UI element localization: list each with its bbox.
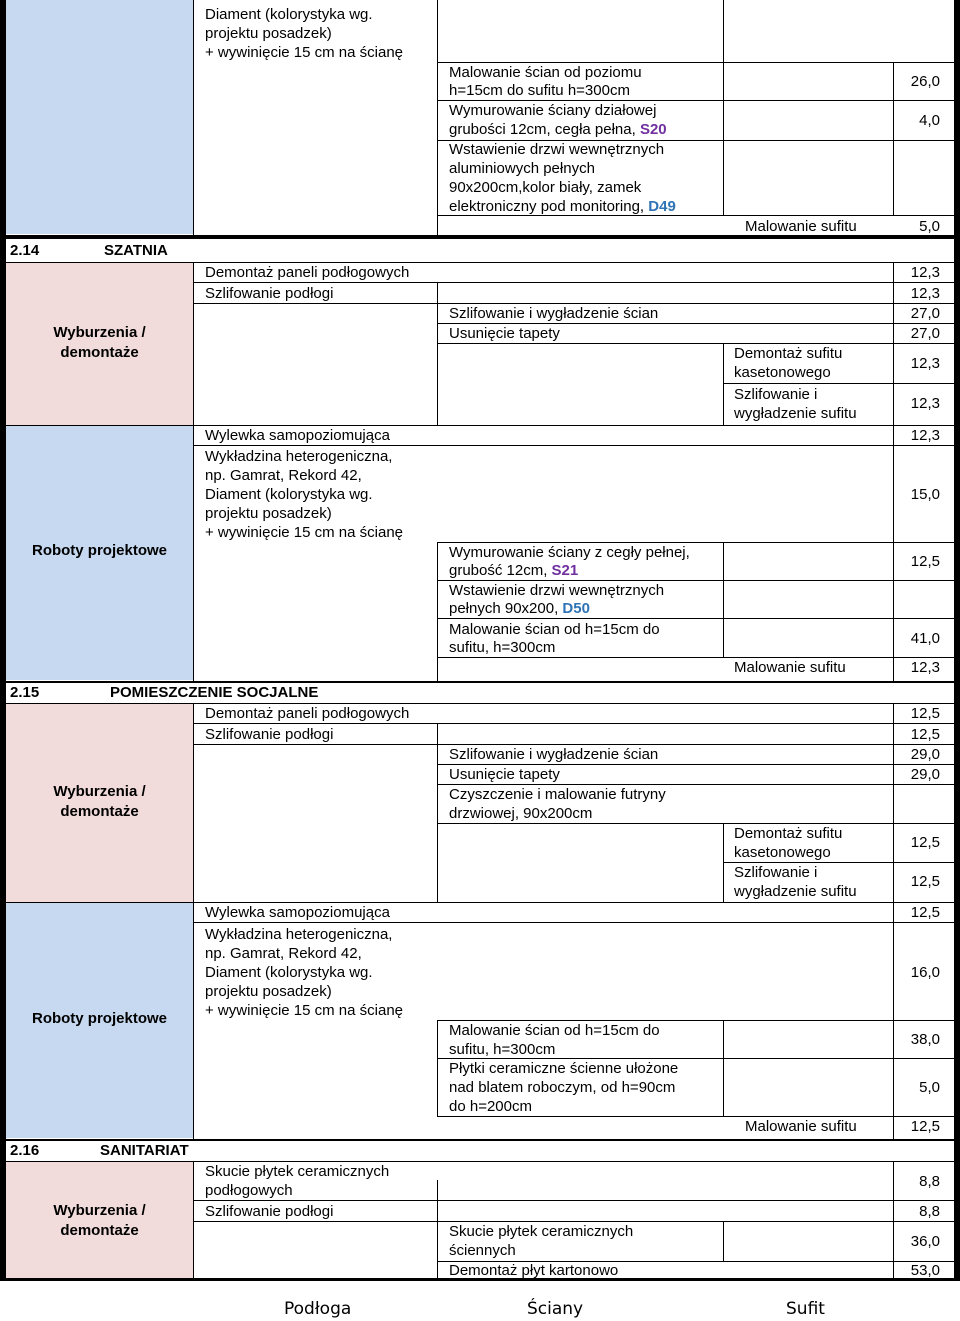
column-line: [437, 1020, 438, 1116]
wall-item-text: sufitu, h=300cm: [449, 1041, 556, 1058]
wall-item-text: Malowanie ścian od poziomu: [449, 64, 642, 81]
floor-item-text: Diament (kolorystyka wg.: [205, 6, 373, 23]
wall-item-text: pełnych 90x200, D50: [449, 600, 590, 617]
column-line: [437, 0, 438, 235]
category-label: demontaże: [60, 1222, 139, 1239]
wall-item-text: Usunięcie tapety: [449, 325, 560, 342]
ceiling-item-text: Malowanie sufitu: [745, 1118, 857, 1135]
column-line: [723, 542, 724, 657]
floor-item-text: Wylewka samopoziomująca: [205, 427, 390, 444]
category-cell-bg: [6, 0, 193, 234]
ceiling-item-text: wygładzenie sufitu: [734, 405, 857, 422]
column-line: [437, 723, 438, 903]
floor-area-value: 15,0: [910, 486, 940, 503]
floor-item-text: podłogowych: [205, 1182, 293, 1199]
category-label: demontaże: [60, 344, 139, 361]
floor-item-text: + wywinięcie 15 cm na ścianę: [205, 524, 404, 541]
wall-area-value: 12,5: [910, 553, 940, 570]
wall-item-text: nad blatem roboczym, od h=90cm: [449, 1079, 676, 1096]
door-code: D50: [562, 600, 590, 617]
wall-area-value: 38,0: [910, 1031, 940, 1048]
floor-item-text: Demontaż paneli podłogowych: [205, 264, 410, 281]
wall-item-text: Wymurowanie ściany działowej: [449, 102, 657, 119]
row-line: [6, 1161, 954, 1162]
room-title: POMIESZCZENIE SOCJALNE: [110, 684, 319, 701]
wall-area-value: 27,0: [910, 305, 940, 322]
row-line: [6, 262, 954, 263]
room-number: 2.15: [10, 684, 40, 701]
wall-item-text: Malowanie ścian od h=15cm do: [449, 621, 660, 638]
row-line: [193, 1200, 954, 1201]
row-line: [437, 823, 954, 824]
column-line: [193, 703, 194, 1139]
floor-item-text: Szlifowanie podłogi: [205, 726, 334, 743]
ceiling-area-value: 12,3: [910, 395, 940, 412]
ceiling-area-value: 12,5: [910, 1118, 940, 1135]
ceiling-item-text: Szlifowanie i: [734, 864, 818, 881]
floor-area-value: 12,5: [910, 904, 940, 921]
wall-code: S21: [551, 562, 579, 579]
floor-area-value: 12,5: [910, 726, 940, 743]
column-line: [723, 1221, 724, 1261]
floor-item-text: projektu posadzek): [205, 983, 332, 1000]
wall-area-value: 36,0: [910, 1233, 940, 1250]
wall-area-value: 53,0: [910, 1262, 940, 1279]
ceiling-item-text: Szlifowanie i: [734, 386, 818, 403]
floor-item-text: projektu posadzek): [205, 505, 332, 522]
wall-item-text: Płytki ceramiczne ścienne ułożone: [449, 1060, 679, 1077]
floor-area-value: 12,3: [910, 264, 940, 281]
category-label: Wyburzenia /: [53, 324, 146, 341]
floor-item-text: Wykładzina heterogeniczna,: [205, 448, 393, 465]
wall-area-value: 27,0: [910, 325, 940, 342]
ceiling-item-text: Demontaż sufitu: [734, 825, 843, 842]
wall-area-value: 4,0: [919, 112, 940, 129]
wall-item-text: Wstawienie drzwi wewnętrznych: [449, 141, 665, 158]
floor-item-text: np. Gamrat, Rekord 42,: [205, 945, 362, 962]
wall-area-value: 41,0: [910, 630, 940, 647]
wall-code: S20: [639, 121, 667, 138]
wall-item-text: Malowanie ścian od h=15cm do: [449, 1022, 660, 1039]
wall-item-text: Skucie płytek ceramicznych: [449, 1223, 634, 1240]
wall-item-text: do h=200cm: [449, 1098, 532, 1115]
floor-item-text: Demontaż paneli podłogowych: [205, 705, 410, 722]
category-label: Wyburzenia /: [53, 783, 146, 800]
row-line: [6, 425, 954, 426]
floor-area-value: 12,5: [910, 705, 940, 722]
row-line: [437, 343, 954, 344]
ceiling-item-text: Malowanie sufitu: [734, 659, 846, 676]
wall-item-text: 90x200cm,kolor biały, zamek: [449, 179, 642, 196]
floor-area-value: 12,3: [910, 285, 940, 302]
floor-item-text: Szlifowanie podłogi: [205, 1203, 334, 1220]
table-border-right: [954, 0, 960, 1281]
category-label: Wyburzenia /: [53, 1202, 146, 1219]
room-number: 2.16: [10, 1142, 40, 1159]
floor-item-text: Skucie płytek ceramicznych: [205, 1163, 390, 1180]
row-line: [193, 445, 954, 446]
ceiling-item-text: Malowanie sufitu: [745, 218, 857, 235]
floor-item-text: Wykładzina heterogeniczna,: [205, 926, 393, 943]
row-line: [193, 723, 954, 724]
footer-label-walls: Ściany: [527, 1299, 584, 1319]
ceiling-item-text: kasetonowego: [734, 364, 831, 381]
floor-item-text: projektu posadzek): [205, 25, 332, 42]
wall-item-text: Wstawienie drzwi wewnętrznych: [449, 582, 665, 599]
wall-item-text: ściennych: [449, 1242, 516, 1259]
door-code: D49: [648, 198, 676, 215]
floor-area-value: 16,0: [910, 964, 940, 981]
floor-item-text: Diament (kolorystyka wg.: [205, 964, 373, 981]
wall-item-text: sufitu, h=300cm: [449, 639, 556, 656]
column-line: [437, 1180, 438, 1279]
column-line: [193, 1161, 194, 1279]
wall-item-text: Szlifowanie i wygładzenie ścian: [449, 305, 659, 322]
wall-item-text: aluminiowych pełnych: [449, 160, 595, 177]
column-line: [437, 542, 438, 681]
table-border-left: [0, 0, 6, 1281]
row-line: [6, 902, 954, 903]
wall-area-value: 29,0: [910, 746, 940, 763]
room-title: SANITARIAT: [100, 1142, 189, 1159]
wall-item-text: drzwiowej, 90x200cm: [449, 805, 593, 822]
room-number: 2.14: [10, 242, 40, 259]
ceiling-item-text: kasetonowego: [734, 844, 831, 861]
wall-item-text: Czyszczenie i malowanie futryny: [449, 786, 666, 803]
wall-item-text: Wymurowanie ściany z cegły pełnej,: [449, 544, 690, 561]
ceiling-area-value: 12,5: [910, 834, 940, 851]
row-line: [437, 618, 954, 619]
wall-item-text: Usunięcie tapety: [449, 766, 560, 783]
ceiling-area-value: 12,5: [910, 873, 940, 890]
column-line: [723, 343, 724, 426]
floor-area-value: 8,8: [919, 1203, 940, 1220]
floor-item-text: Wylewka samopoziomująca: [205, 904, 390, 921]
floor-item-text: + wywinięcie 15 cm na ścianę: [205, 1002, 404, 1019]
wall-item-text: Szlifowanie i wygładzenie ścian: [449, 746, 659, 763]
column-line: [723, 0, 724, 215]
column-line: [723, 823, 724, 903]
row-line: [193, 282, 954, 283]
floor-item-text: np. Gamrat, Rekord 42,: [205, 467, 362, 484]
floor-item-text: Szlifowanie podłogi: [205, 285, 334, 302]
ceiling-item-text: Demontaż sufitu: [734, 345, 843, 362]
column-line: [723, 1020, 724, 1116]
ceiling-area-value: 12,3: [910, 659, 940, 676]
row-line: [723, 383, 954, 384]
room-title: SZATNIA: [104, 242, 168, 259]
footer-label-floor: Podłoga: [284, 1299, 352, 1319]
wall-item-text: h=15cm do sufitu h=300cm: [449, 82, 630, 99]
floor-item-text: + wywinięcie 15 cm na ścianę: [205, 44, 404, 61]
wall-item-text: grubości 12cm, cegła pełna, S20: [449, 121, 667, 138]
column-line: [193, 0, 194, 235]
category-label: Roboty projektowe: [31, 1010, 167, 1027]
ceiling-area-value: 5,0: [919, 218, 940, 235]
column-line: [193, 262, 194, 681]
category-label: Roboty projektowe: [31, 542, 167, 559]
category-label: demontaże: [60, 803, 139, 820]
wall-area-value: 29,0: [910, 766, 940, 783]
footer-label-ceiling: Sufit: [786, 1299, 825, 1319]
wall-item-text: elektroniczny pod monitoring, D49: [449, 198, 676, 215]
floor-area-value: 12,3: [910, 427, 940, 444]
row-line: [193, 922, 954, 923]
floor-item-text: Diament (kolorystyka wg.: [205, 486, 373, 503]
floor-area-value: 8,8: [919, 1173, 940, 1190]
wall-item-text: grubość 12cm, S21: [449, 562, 579, 579]
wall-area-value: 5,0: [919, 1079, 940, 1096]
wall-item-text: Demontaż płyt kartonowo: [449, 1262, 619, 1279]
ceiling-area-value: 12,3: [910, 355, 940, 372]
row-line: [6, 703, 954, 704]
ceiling-item-text: wygładzenie sufitu: [734, 883, 857, 900]
wall-area-value: 26,0: [910, 73, 940, 90]
